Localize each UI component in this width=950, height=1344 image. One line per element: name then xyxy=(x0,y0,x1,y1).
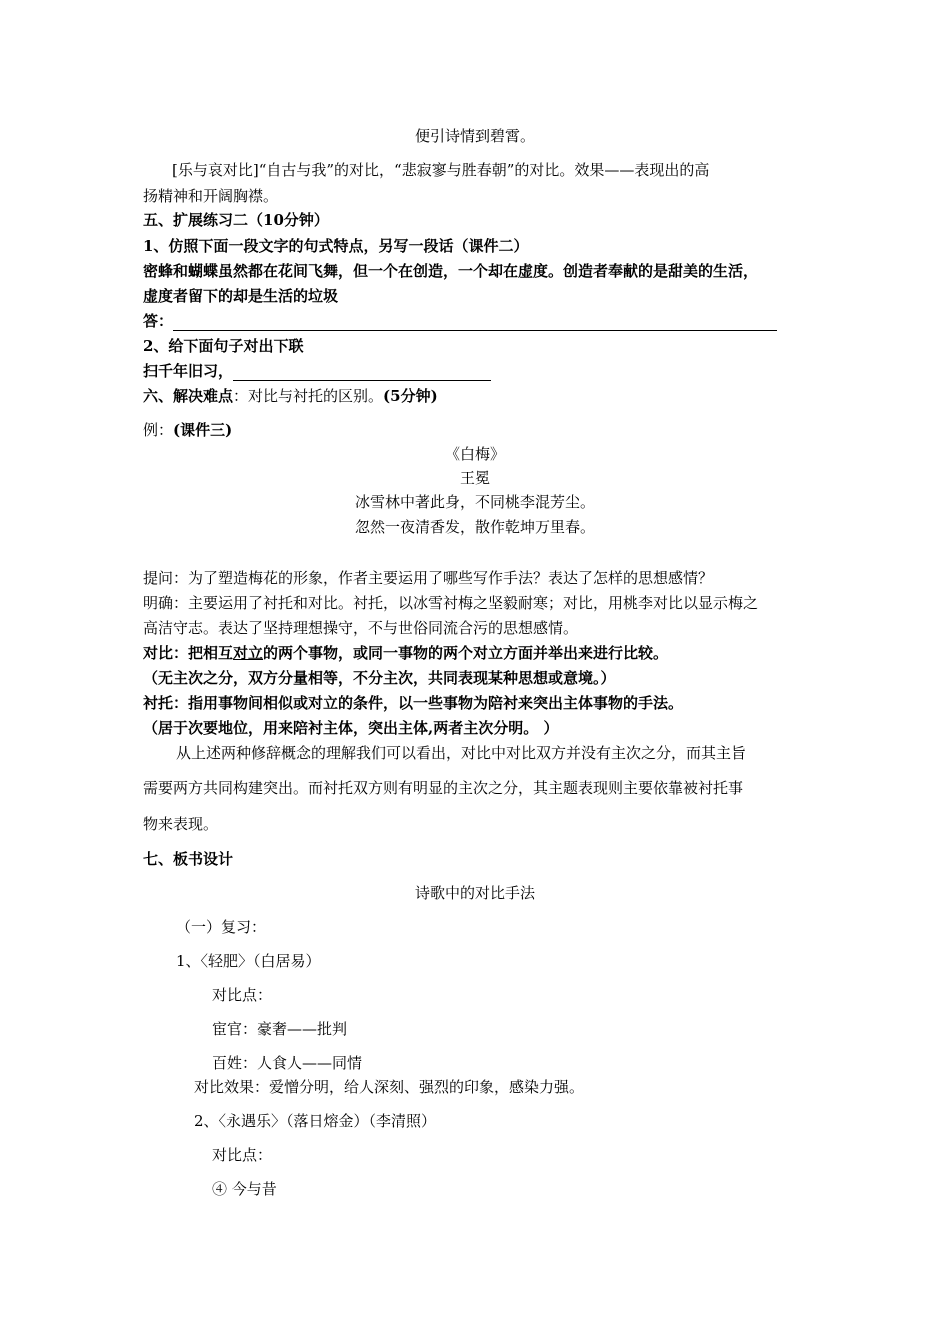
summary-line-1: 从上述两种修辞概念的理解我们可以看出，对比中对比双方并没有主次之分，而其主旨 xyxy=(176,744,747,762)
poem-author: 王冕 xyxy=(459,469,490,487)
couplet-blank[interactable] xyxy=(233,364,491,381)
poem-line-1: 冰雪林中著此身，不同桃李混芳尘。 xyxy=(354,493,595,511)
section-7-heading: 七、板书设计 xyxy=(143,850,234,868)
contrast-def-start: 对比：把相互 xyxy=(143,644,234,662)
section-6-time: (5分钟) xyxy=(383,387,438,405)
poem-tail-line: 便引诗情到碧霄。 xyxy=(414,127,535,145)
answer-line-2: 高洁守志。表达了坚持理想操守，不与世俗同流合污的思想感情。 xyxy=(143,619,579,637)
foil-definition-note: （居于次要地位，用来陪衬主体，突出主体,两者主次分明。 ） xyxy=(143,719,559,737)
poem-line-2: 忽然一夜清香发，散作乾坤万里春。 xyxy=(354,518,595,536)
item-2-contrast-point: 对比点： xyxy=(212,1146,273,1164)
summary-line-2: 需要两方共同构建突出。而衬托双方则有明显的主次之分，其主题表现则主要依靠被衬托事 xyxy=(143,779,744,797)
board-title: 诗歌中的对比手法 xyxy=(414,884,535,902)
item-1-title: 1、〈轻肥〉（白居易） xyxy=(176,952,321,970)
section-5-heading: 五、扩展练习二（10分钟） xyxy=(143,211,329,229)
review-heading: （一）复习： xyxy=(176,918,267,936)
summary-line-3: 物来表现。 xyxy=(143,815,219,833)
foil-definition: 衬托：指用事物间相似或对立的条件，以一些事物为陪衬来突出主体事物的手法。 xyxy=(143,694,684,712)
answer-blank[interactable] xyxy=(173,314,777,331)
exercise-1-text-1: 密蜂和蝴蝶虽然都在花间飞舞，但一个在创造，一个却在虚度。创造者奉献的是甜美的生活， xyxy=(143,262,759,280)
exercise-1-text-2: 虚度者留下的却是生活的垃圾 xyxy=(143,287,339,305)
contrast-def-end: 的两个事物，或同一事物的两个对立方面并举出来进行比较。 xyxy=(263,644,669,662)
poem-title: 《白梅》 xyxy=(444,445,505,463)
exercise-1-prompt: 1、仿照下面一段文字的句式特点，另写一段话（课件二） xyxy=(143,237,529,255)
answer-label: 答： xyxy=(143,312,174,330)
answer-row xyxy=(143,311,777,331)
contrast-def-underlined: 对立 xyxy=(233,644,264,662)
answer-line-1: 明确：主要运用了衬托和对比。衬托，以冰雪衬梅之坚毅耐寒；对比，用桃李对比以显示梅之 xyxy=(143,594,759,612)
contrast-note-line1 xyxy=(172,160,709,180)
item-2-title: 2、〈永遇乐〉（落日熔金）（李清照） xyxy=(194,1112,437,1130)
example-courseware: (课件三) xyxy=(173,421,233,439)
item-2-now-and-past: ④ 今与昔 xyxy=(212,1180,277,1198)
contrast-note-tag: [乐与哀对比] xyxy=(172,161,259,179)
question-line: 提问：为了塑造梅花的形象，作者主要运用了哪些写作手法？表达了怎样的思想感情？ xyxy=(143,569,714,587)
contrast-definition xyxy=(143,643,668,663)
couplet-row xyxy=(143,361,491,381)
couplet-first-line: 扫千年旧习， xyxy=(143,362,234,380)
example-label xyxy=(143,420,232,440)
contrast-note-line2: 扬精神和开阔胸襟。 xyxy=(143,187,279,205)
example-prefix: 例： xyxy=(143,421,174,439)
section-6-heading xyxy=(143,386,438,406)
item-1-commoners: 百姓：人食人——同情 xyxy=(212,1054,363,1072)
exercise-2-prompt: 2、给下面句子对出下联 xyxy=(143,337,304,355)
section-6-topic: ：对比与衬托的区别。 xyxy=(233,387,384,405)
section-6-title: 六、解决难点 xyxy=(143,387,234,405)
item-1-eunuchs: 宦官：豪奢——批判 xyxy=(212,1020,348,1038)
contrast-definition-note: （无主次之分，双方分量相等，不分主次，共同表现某种思想或意境。） xyxy=(143,669,616,687)
item-1-effect: 对比效果：爱憎分明，给人深刻、强烈的印象，感染力强。 xyxy=(194,1078,585,1096)
contrast-note-text: “自古与我”的对比，“悲寂寥与胜春朝”的对比。效果——表现出的高 xyxy=(258,161,710,179)
item-1-contrast-point: 对比点： xyxy=(212,986,273,1004)
